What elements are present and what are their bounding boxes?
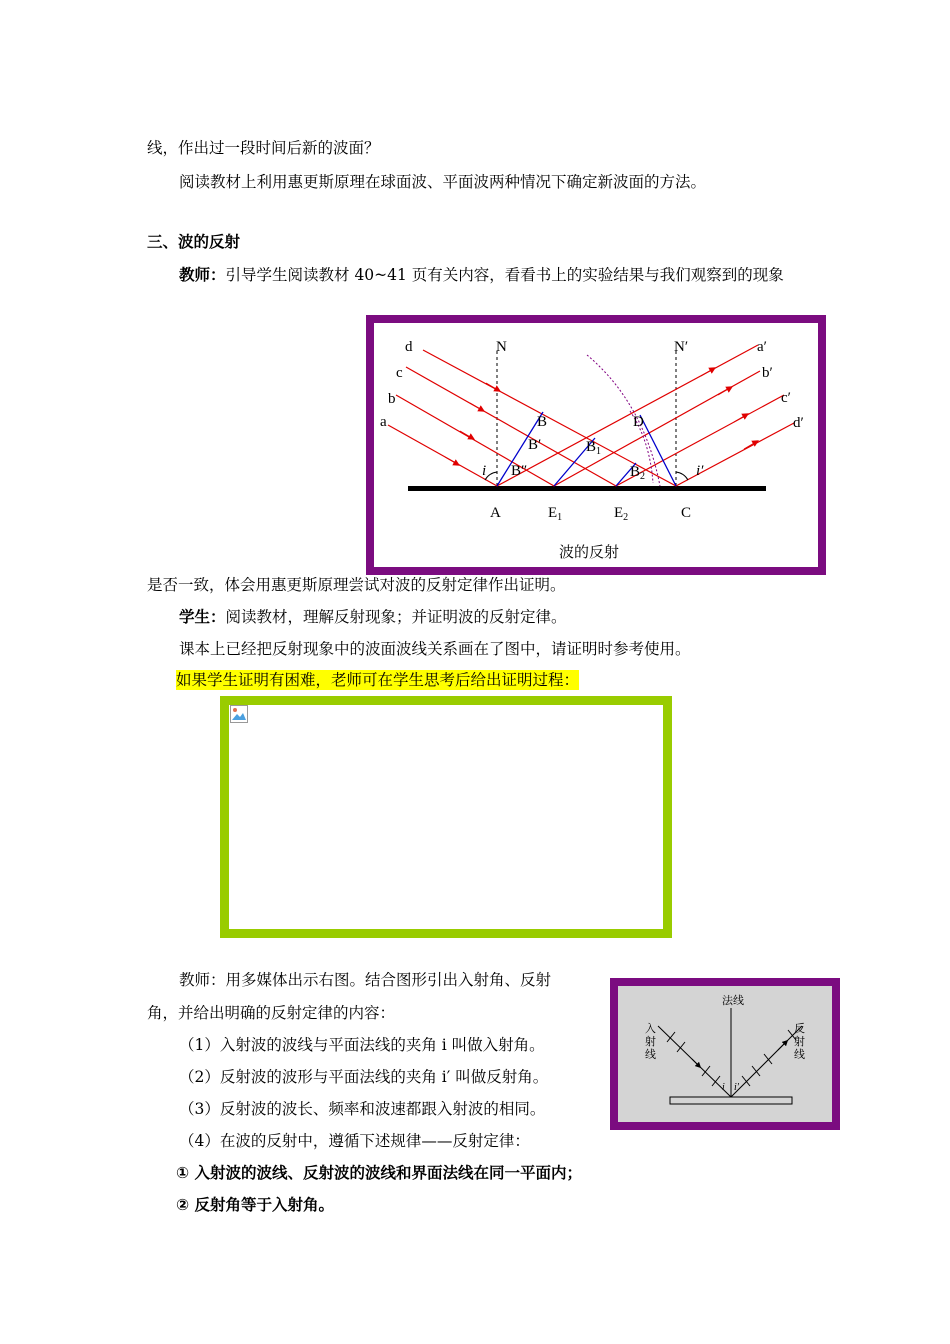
law-2: ② 反射角等于入射角。 xyxy=(176,1196,335,1214)
reflected-ray xyxy=(731,1026,802,1097)
student-paragraph xyxy=(179,607,567,627)
reflected-arrow-d xyxy=(744,442,756,449)
label-i: i xyxy=(482,463,487,479)
label-A: A xyxy=(490,505,501,521)
reflected-arrow-b xyxy=(718,388,730,395)
surface-block xyxy=(670,1097,792,1104)
law-1: ① 入射波的波线、反射波的波线和界面法线在同一平面内； xyxy=(176,1164,583,1182)
teacher2-line-2: 角，并给出明确的反射定律的内容： xyxy=(147,1004,396,1022)
rule-item-3: （3）反射波的波长、频率和波速都跟入射波的相同。 xyxy=(179,1100,546,1118)
label-b: b xyxy=(388,391,396,407)
label-i-prime: i′ xyxy=(696,463,704,479)
rule-item-1: （1）入射波的波线与平面法线的夹角 i 叫做入射角。 xyxy=(179,1036,545,1054)
normal-label: 法线 xyxy=(722,995,744,1007)
label-B1: $B_1$ xyxy=(586,439,602,457)
label-c: c xyxy=(396,365,403,381)
label-c-prime: c′ xyxy=(781,390,791,406)
teacher-label: 教师： xyxy=(179,266,226,284)
reflecting-surface xyxy=(408,486,766,491)
rule-item-4: （4）在波的反射中，遵循下述规律——反射定律： xyxy=(179,1132,530,1150)
wave-reflection-diagram xyxy=(374,323,818,567)
section-heading: 三、波的反射 xyxy=(147,233,241,251)
label-a: a xyxy=(380,414,387,430)
incident-arrow xyxy=(692,1059,699,1066)
reflected-label-1: 反 xyxy=(794,1023,805,1035)
reflected-ray-d xyxy=(676,423,794,486)
incident-label-1: 入 xyxy=(645,1023,656,1035)
label-D: D xyxy=(633,414,644,430)
teacher-paragraph xyxy=(179,265,784,285)
proof-figure-frame xyxy=(220,696,672,938)
incident-label-2: 射 xyxy=(645,1036,656,1048)
broken-image-icon xyxy=(230,705,248,723)
label-B-prime: B′ xyxy=(528,437,542,453)
reflected-arrow-c xyxy=(734,415,746,422)
angle-arc-i-prime xyxy=(676,472,688,480)
label-b-prime: b′ xyxy=(762,365,773,381)
incident-arrow-b xyxy=(460,431,472,438)
student-label: 学生： xyxy=(179,608,226,626)
highlight-paragraph: 如果学生证明有困难，老师可在学生思考后给出证明过程： xyxy=(176,671,580,689)
label-N: N xyxy=(496,339,507,355)
incident-ray-a xyxy=(388,425,497,486)
angle-i-prime: i′ xyxy=(734,1082,739,1093)
label-B-double-prime: B″ xyxy=(511,463,528,479)
incident-arrow-d xyxy=(486,383,498,390)
label-E1: $E_1$ xyxy=(548,505,563,523)
label-B: B xyxy=(537,414,548,430)
label-d-prime: d′ xyxy=(793,415,804,431)
incident-label-3: 线 xyxy=(645,1049,656,1061)
reflected-arrow xyxy=(778,1042,786,1050)
angle-i: i xyxy=(722,1082,725,1093)
label-B2: $B_2$ xyxy=(630,464,646,482)
paragraph-line-2: 阅读教材上利用惠更斯原理在球面波、平面波两种情况下确定新波面的方法。 xyxy=(179,173,707,191)
student-text: 阅读教材，理解反射现象；并证明波的反射定律。 xyxy=(225,608,567,626)
reflected-arrow-a xyxy=(701,369,713,376)
wavefront-CD xyxy=(640,415,676,486)
incident-arrow-c xyxy=(470,403,482,410)
rule-item-2: （2）反射波的波形与平面法线的夹角 i′ 叫做反射角。 xyxy=(179,1068,549,1086)
label-a-prime: a′ xyxy=(757,339,767,355)
figure-caption: 波的反射 xyxy=(559,545,620,561)
continue-paragraph: 是否一致，体会用惠更斯原理尝试对波的反射定律作出证明。 xyxy=(147,576,566,594)
label-d: d xyxy=(405,339,413,355)
paragraph-line-1: 线，作出过一段时间后新的波面？ xyxy=(147,139,380,157)
reflection-law-figure xyxy=(610,978,840,1130)
angle-arc-i xyxy=(485,472,497,480)
reflected-label-3: 线 xyxy=(794,1049,805,1061)
label-N-prime: N′ xyxy=(674,339,689,355)
wave-reflection-figure xyxy=(366,315,826,575)
reflection-law-diagram xyxy=(618,986,832,1122)
label-C: C xyxy=(681,505,692,521)
teacher2-line-1: 教师：用多媒体出示右图。结合图形引出入射角、反射 xyxy=(179,971,552,989)
reflected-label-2: 射 xyxy=(794,1036,805,1048)
teacher-text: 引导学生阅读教材 40~41 页有关内容，看看书上的实验结果与我们观察到的现象 xyxy=(225,266,784,284)
label-E2: $E_2$ xyxy=(614,505,629,523)
secondary-wavelet-arc-outer xyxy=(587,355,660,486)
note-paragraph: 课本上已经把反射现象中的波面波线关系画在了图中，请证明时参考使用。 xyxy=(179,640,691,658)
incident-arrow-a xyxy=(445,457,457,464)
